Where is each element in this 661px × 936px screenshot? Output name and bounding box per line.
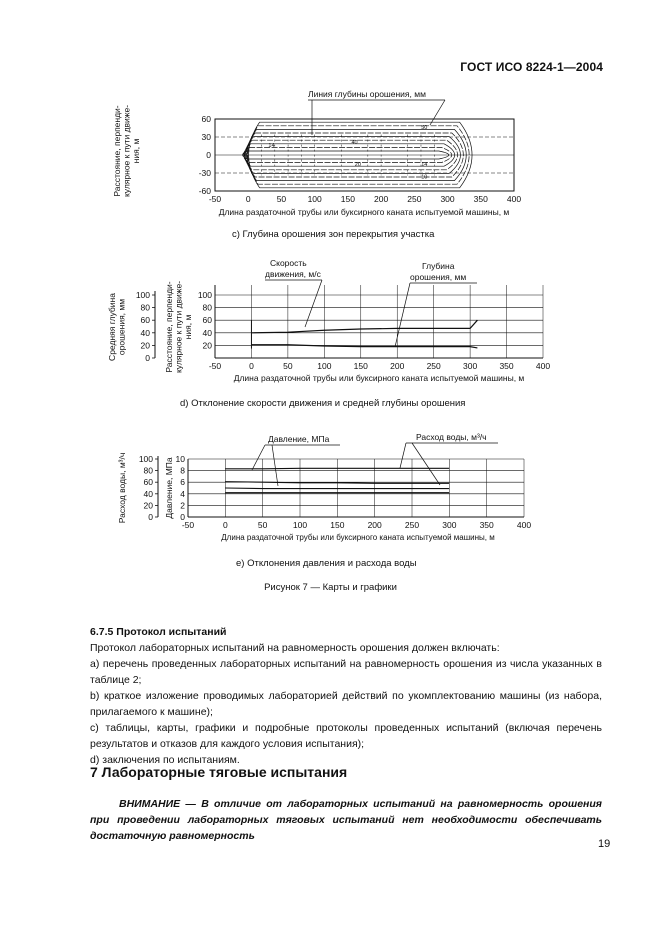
x-tick-label: 150 [340, 194, 355, 204]
x-axis-label: Длина раздаточной трубы или буксирного каната испытуемой машины, м [218, 207, 510, 217]
y-tick-label-right: 10 [175, 454, 185, 464]
figure-title: Рисунок 7 — Карты и графики [264, 582, 397, 593]
y-axis-label-left: Расход воды, м³/ч [117, 452, 127, 524]
annotation-flow: Расход воды, м³/ч [416, 432, 487, 442]
x-tick-label: 300 [442, 520, 457, 530]
annotation-leader [272, 445, 278, 486]
x-tick-label: 150 [330, 520, 345, 530]
y-tick-label: -60 [198, 186, 211, 196]
annotation-leader [400, 443, 406, 468]
y-tick-label: 0 [206, 150, 211, 160]
annotation-depth-1: Глубина [422, 261, 455, 271]
x-tick-label: 300 [463, 361, 478, 371]
y-tick-label-right: 4 [180, 488, 185, 499]
y-tick-label-left: 100 [135, 290, 150, 300]
x-tick-label: -50 [181, 520, 195, 530]
y-tick-label-right: 40 [202, 327, 212, 338]
section-675-intro: Протокол лабораторных испытаний на равномерность орошения должен включать: [90, 642, 500, 654]
caption-c: с) Глубина орошения зон перекрытия участка [232, 229, 435, 240]
y-tick-label-right: 20 [202, 340, 212, 351]
x-tick-label: 50 [283, 361, 293, 371]
y-tick-label-right: 60 [202, 315, 212, 326]
y-tick-label-right: 80 [202, 302, 212, 313]
x-axis-label: Длина раздаточной трубы или буксирного каната испытуемой машины, м [221, 533, 495, 542]
chart-d [100, 255, 551, 390]
y-tick-label: 60 [201, 114, 211, 124]
y-tick-label-left: 60 [143, 477, 153, 488]
annotation-depth-line: Линия глубины орошения, мм [308, 89, 426, 99]
y-tick-label-left: 0 [148, 512, 153, 522]
y-tick-label-left: 20 [143, 500, 153, 511]
y-axis-label-right: Давление, МПа [164, 457, 174, 519]
page-number: 19 [598, 838, 611, 850]
list-item: а) перечень проведенных лабораторных испытаний на равномерность орошения из числа указанных в таблице 2; [90, 658, 602, 686]
y-tick-label-right: 100 [197, 290, 212, 300]
x-tick-label: 100 [317, 361, 332, 371]
section-7-title: 7 Лабораторные тяговые испытания [90, 764, 348, 780]
y-tick-label-right: 2 [180, 500, 185, 511]
chart-e [100, 428, 540, 553]
annotation-depth-2: орошения, мм [410, 272, 467, 282]
x-tick-label: 250 [407, 194, 422, 204]
y-tick-label-left: 0 [145, 353, 150, 363]
x-tick-label: 400 [506, 194, 522, 204]
series-line [225, 488, 449, 489]
x-tick-label: 400 [535, 361, 551, 371]
section-675 [90, 624, 602, 768]
contour-label: 10 [421, 174, 428, 181]
y-tick-label-left: 60 [140, 315, 150, 326]
annotation-leader [252, 445, 265, 470]
x-tick-label: -50 [208, 194, 222, 204]
annotation-leader [430, 100, 445, 125]
y-tick-label-left: 40 [143, 488, 153, 499]
section-675-title: 6.7.5 Протокол испытаний [90, 626, 227, 638]
y-tick-label: 30 [201, 132, 211, 142]
x-tick-label: 200 [390, 361, 405, 371]
caption-d: d) Отклонение скорости движения и средней глубины орошения [180, 398, 466, 409]
y-tick-label-right: 0 [180, 512, 185, 522]
x-tick-label: 100 [307, 194, 322, 204]
x-tick-label: 100 [292, 520, 308, 530]
x-tick-label: 350 [479, 520, 494, 530]
annotation-leader [412, 443, 440, 485]
x-tick-label: 0 [245, 194, 251, 204]
x-tick-label: 200 [374, 194, 389, 204]
x-tick-label: 0 [222, 520, 228, 530]
x-tick-label: 200 [367, 520, 382, 530]
x-tick-label: 300 [440, 194, 455, 204]
y-axis-label-left: Средняя глубинаорошения, мм [107, 293, 127, 361]
y-axis-label-right: Расстояние, перпенди-кулярное к пути движе-ния, м [164, 280, 193, 374]
annotation-speed-2: движения, м/с [265, 269, 321, 279]
contour-label: 20 [354, 161, 361, 168]
y-tick-label-left: 80 [140, 302, 150, 313]
series-line [225, 468, 449, 469]
document-id: ГОСТ ИСО 8224-1—2004 [460, 60, 603, 74]
contour-label: 50 [421, 125, 428, 132]
warning-text: ВНИМАНИЕ — В отличие от лабораторных испытаний на равномерность орошения при проведении лабораторных тяговых испытаний нет необходимости обеспечивать достаточную равномерность [90, 798, 602, 842]
y-tick-label-right: 8 [180, 465, 185, 476]
x-tick-label: 150 [353, 361, 368, 371]
y-tick-label-left: 80 [143, 465, 153, 476]
contour-label: 40 [351, 140, 358, 147]
annotation-speed-1: Скорость [270, 258, 307, 268]
x-axis-label: Длина раздаточной трубы или буксирного каната испытуемой машины, м [233, 373, 525, 383]
x-tick-label: 350 [473, 194, 488, 204]
chart-c [100, 85, 540, 220]
y-tick-label: -30 [198, 168, 211, 178]
contour-label: 14 [421, 161, 428, 168]
x-tick-label: 50 [276, 194, 287, 204]
x-tick-label: -50 [208, 361, 222, 371]
list-item: d) заключения по испытаниям. [90, 754, 240, 766]
x-tick-label: 0 [249, 361, 254, 371]
list-item: b) краткое изложение проводимых лабораторией действий по укомплектованию машины (из набора, прилагаемого к машине); [90, 690, 602, 718]
list-item: с) таблицы, карты, графики и подробные протоколы проведенных испытаний (включая перечень результатов и отказов для каждого условия испытания); [90, 722, 602, 750]
contour-label: 14 [268, 143, 275, 150]
caption-e: е) Отклонения давления и расхода воды [236, 558, 417, 569]
x-tick-label: 400 [516, 520, 532, 530]
series-speed [251, 320, 477, 333]
x-tick-label: 250 [426, 361, 441, 371]
x-tick-label: 350 [499, 361, 514, 371]
y-axis-label: Расстояние, перпенди-кулярное к пути движе-ния, м [112, 104, 141, 198]
y-tick-label-left: 100 [138, 454, 153, 464]
annotation-pressure: Давление, МПа [268, 434, 330, 444]
y-tick-label-left: 20 [140, 340, 150, 351]
x-tick-label: 250 [404, 520, 420, 530]
y-tick-label-left: 40 [140, 327, 150, 338]
y-tick-label-right: 6 [180, 477, 185, 488]
x-tick-label: 50 [257, 520, 268, 530]
